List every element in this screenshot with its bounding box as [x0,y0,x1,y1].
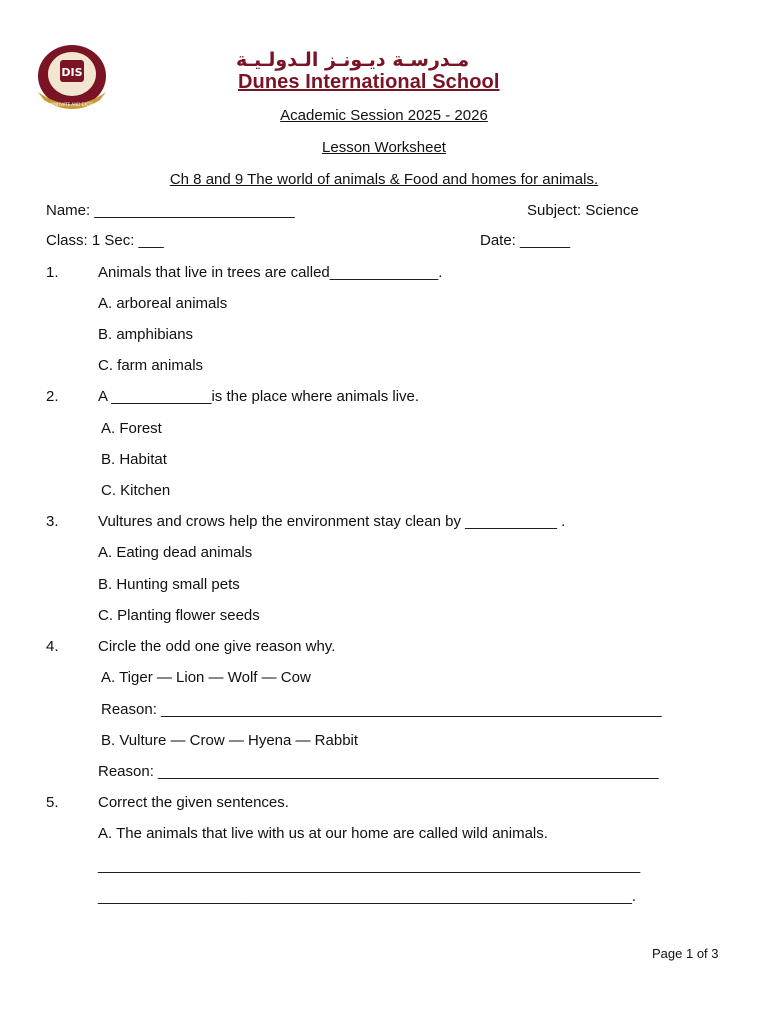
question-text: Circle the odd one give reason why. [98,638,336,655]
question-number: 3. [46,513,59,530]
answer-option: A. arboreal animals [98,295,228,312]
question-number: 1. [46,264,59,281]
answer-line[interactable]: ________________________________________________________________. [98,888,637,905]
page-number: Page 1 of 3 [652,946,719,961]
answer-option: C. Planting flower seeds [98,607,260,624]
school-logo [30,40,114,112]
question-number: 2. [46,388,59,405]
session-title: Academic Session 2025 - 2026 [280,107,488,124]
answer-option: A. Forest [101,420,162,437]
answer-option: B. Hunting small pets [98,576,240,593]
question-number: 5. [46,794,59,811]
answer-option: C. farm animals [98,357,204,374]
answer-option: A. Tiger — Lion — Wolf — Cow [101,669,311,686]
question-number: 4. [46,638,59,655]
class-field: Class: 1 Sec: ___ [46,232,164,249]
answer-option: B. amphibians [98,326,194,343]
worksheet-title: Lesson Worksheet [322,139,446,156]
chapter-title: Ch 8 and 9 The world of animals & Food and homes for animals. [169,171,599,188]
answer-line[interactable]: _________________________________________________________________ [98,857,641,874]
answer-option: C. Kitchen [101,482,171,499]
question-text: Animals that live in trees are called_____________. [98,264,443,281]
school-name-arabic: مـدرسـة ديـونـز الـدولـيـة [236,49,470,71]
reason-line[interactable]: Reason: ____________________________________________________________ [101,701,662,718]
answer-option: B. Vulture — Crow — Hyena — Rabbit [101,732,359,749]
name-field: Name: ________________________ [46,202,295,219]
date-field: Date: ______ [480,232,571,249]
question-text: Vultures and crows help the environment stay clean by ___________ . [98,513,566,530]
subject-field: Subject: Science [527,202,639,219]
answer-option: A. Eating dead animals [98,544,253,561]
logo-motto: INNOVATE AND EXCEL [50,102,94,107]
school-name: Dunes International School [238,71,500,93]
answer-option: B. Habitat [101,451,167,468]
reason-line[interactable]: Reason: ____________________________________________________________ [98,763,659,780]
question-text: Correct the given sentences. [98,794,289,811]
logo-initials: DIS [61,66,83,79]
sentence-to-correct: A. The animals that live with us at our home are called wild animals. [98,825,548,842]
question-text: A ____________is the place where animals live. [98,388,420,405]
